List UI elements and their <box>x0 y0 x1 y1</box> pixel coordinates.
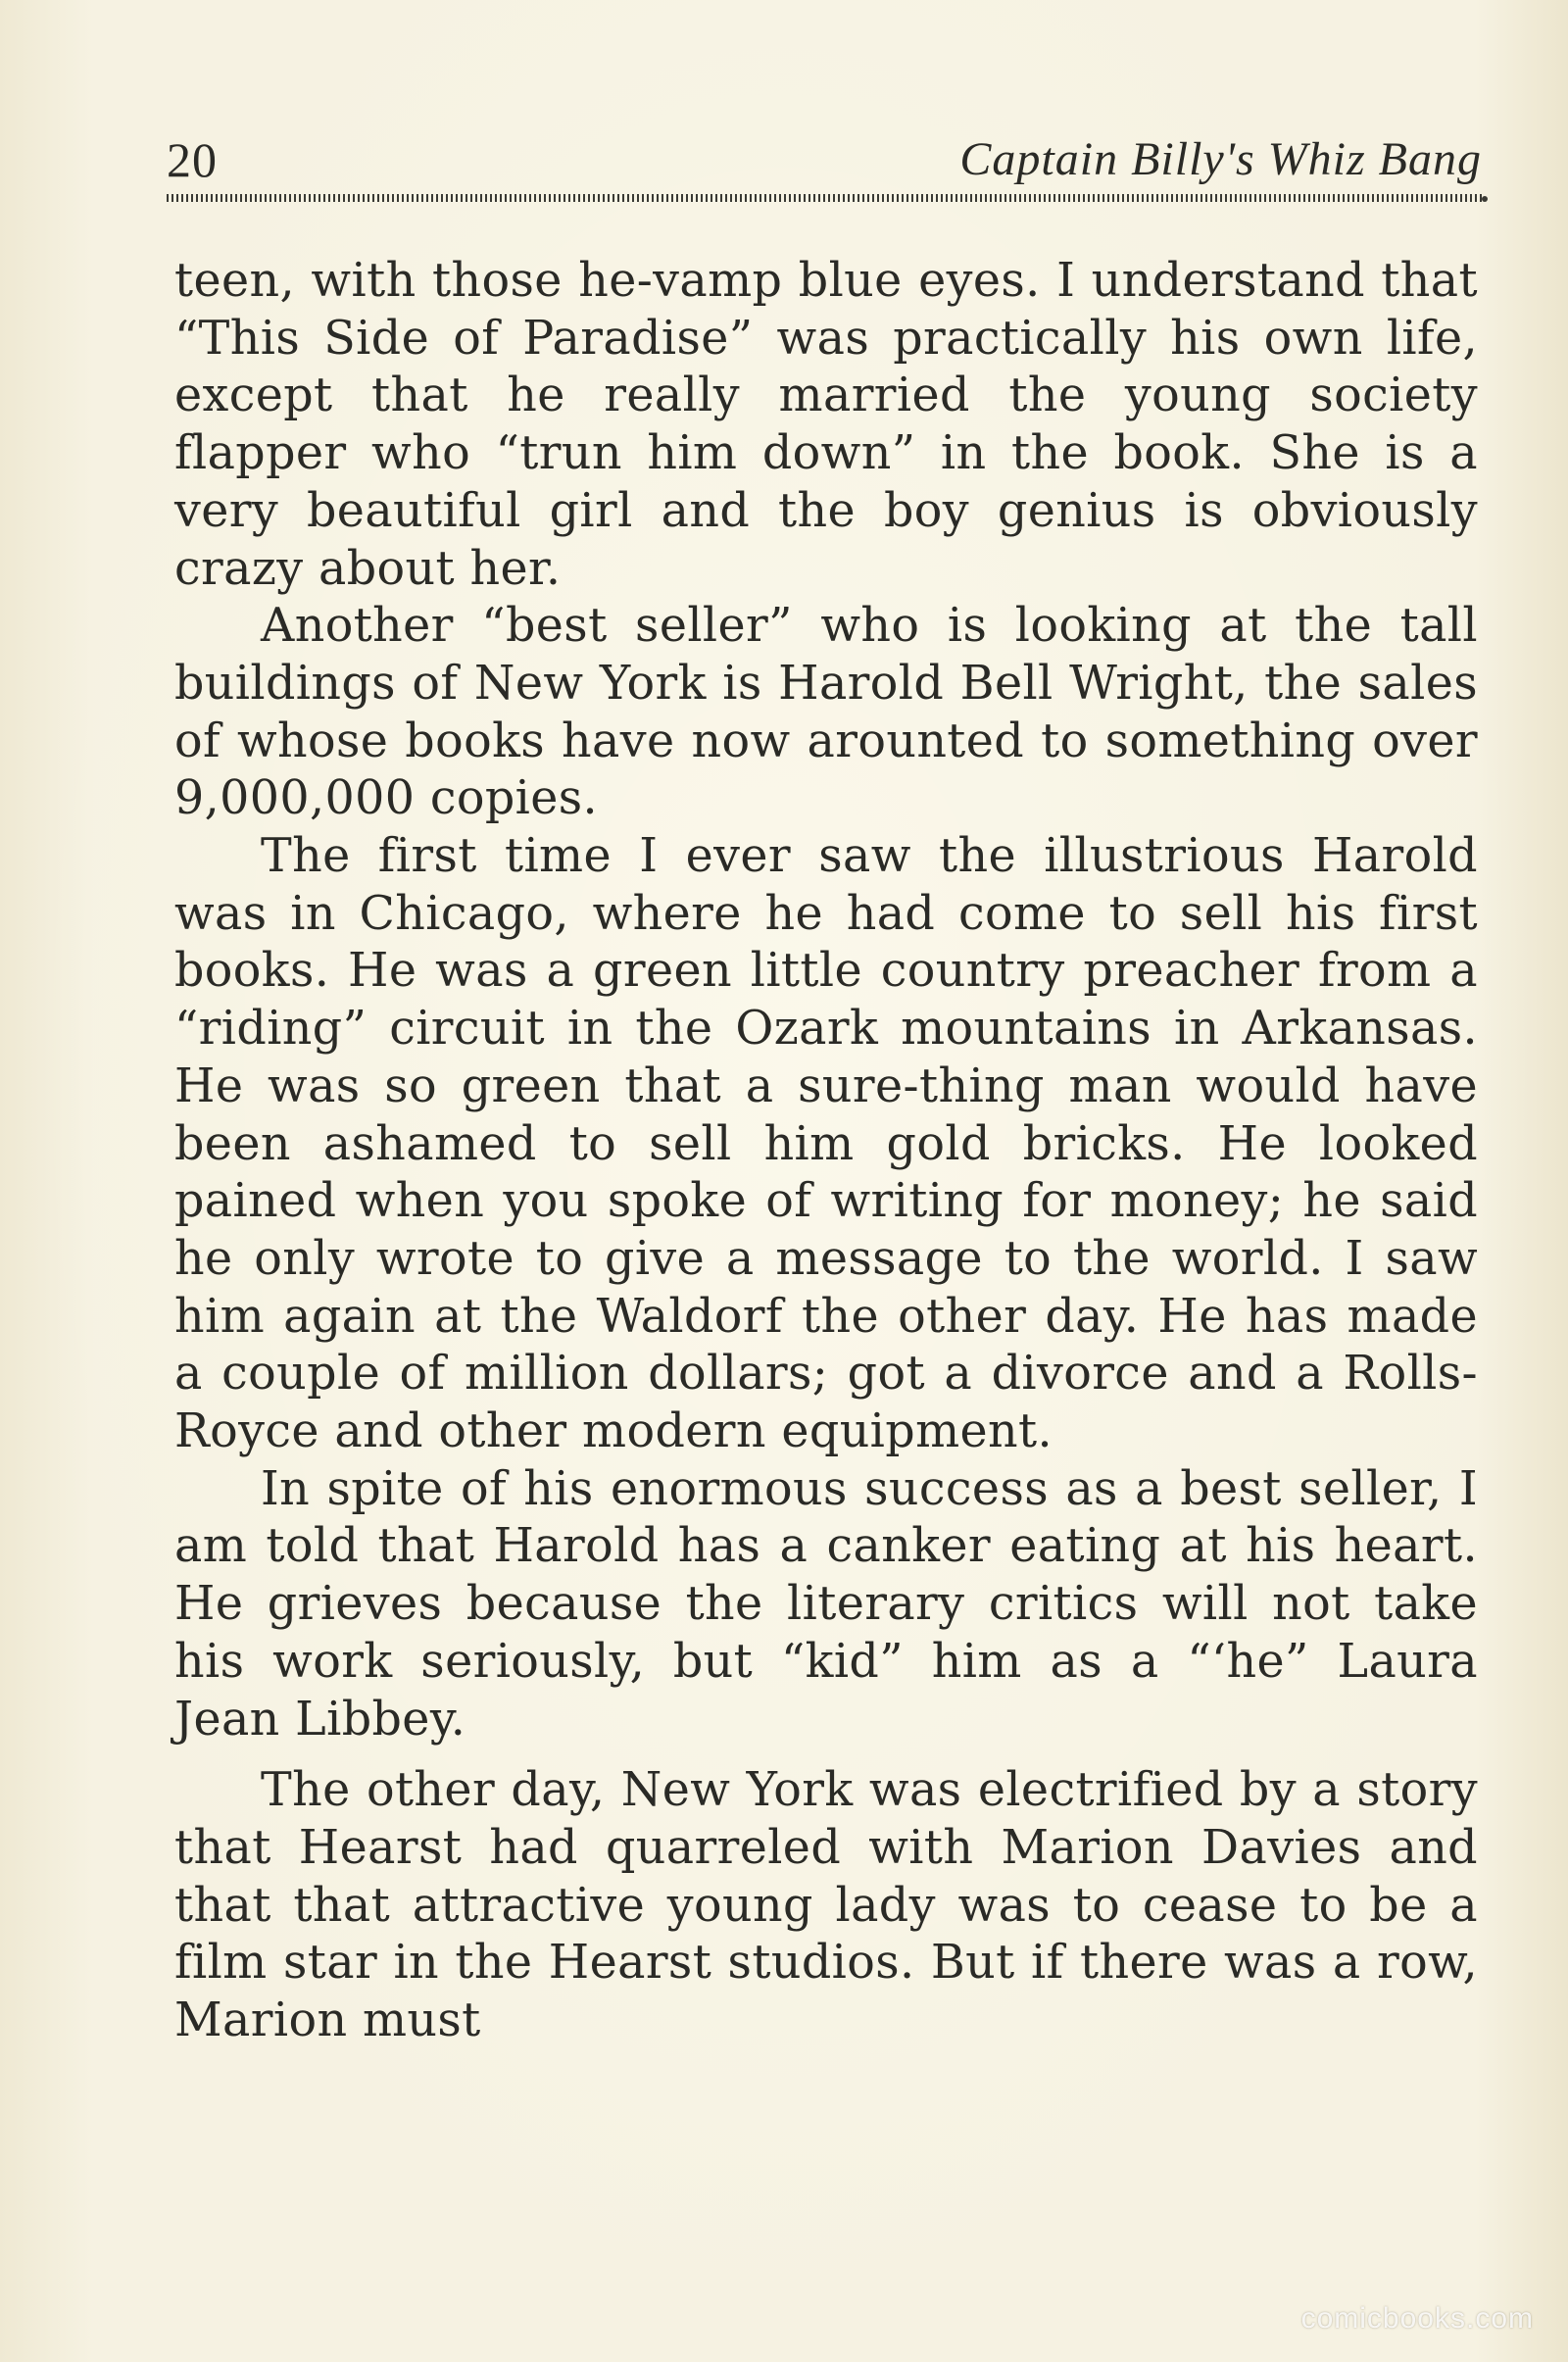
header-rule-dot <box>1482 196 1488 202</box>
watermark: comicbooks.com <box>1300 2302 1534 2335</box>
paragraph-3: The first time I ever saw the illustrious Harold was in Chicago, where he had come to sell his first books. He was a green little country preacher from a “riding” circuit in the Ozark mountains in Arkansas. He was so green that a sure-thing man would have been ashamed to sell him gold bricks. He looked pained when you spoke of writing for money; he said he only wrote to give a message to the world. I saw him again at the Waldorf the other day. He has made a couple of million dollars; got a divorce and a Rolls-Royce and other modern equipment. <box>174 829 1478 1459</box>
paragraph-1: teen, with those he-vamp blue eyes. I understand that “This Side of Paradise” was practically his own life, except that he really married the young society flapper who “trun him down” in the book. She is a very beautiful girl and the boy genius is obviously crazy about her. <box>174 254 1478 596</box>
article-body <box>174 253 1478 2050</box>
running-title: Captain Billy's Whiz Bang <box>959 133 1482 185</box>
paragraph-5: The other day, New York was electrified by a story that Hearst had quarreled with Marion Davies and that that attractive young lady was to cease to be a film star in the Hearst studios. But if there was a row, Marion must <box>174 1763 1478 2048</box>
page-number: 20 <box>167 132 218 187</box>
paragraph-4: In spite of his enormous success as a best seller, I am told that Harold has a canker eating at his heart. He grieves because the literary critics will not take his work seriously, but “kid” him as a “‘he” Laura Jean Libbey. <box>174 1461 1478 1747</box>
header-rule <box>167 194 1485 202</box>
paragraph-2: Another “best seller” who is looking at the tall buildings of New York is Harold Bell Wright, the sales of whose books have now arounted to something over 9,000,000 copies. <box>174 599 1478 826</box>
page-header <box>167 129 1482 190</box>
